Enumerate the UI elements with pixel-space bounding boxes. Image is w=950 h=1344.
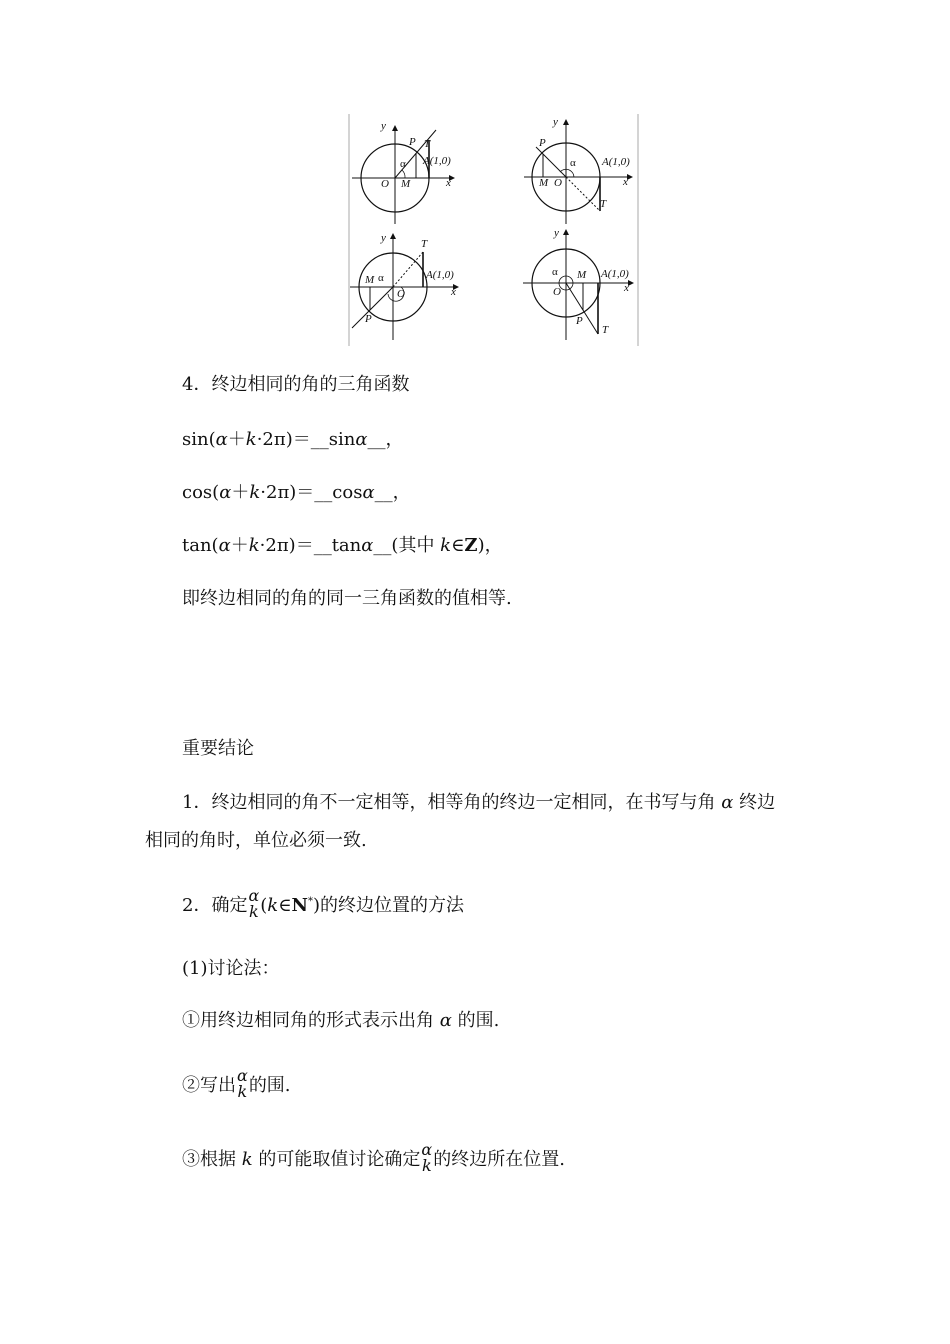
origin-label: O <box>553 286 561 298</box>
point-p-label: P <box>365 313 372 325</box>
x-axis-label: x <box>624 282 629 294</box>
point-a-label: A(1,0) <box>601 268 629 280</box>
point-p-label: P <box>539 137 546 149</box>
item-1-line-1: 1．终边相同的角不一定相等，相等角的终边一定相同，在书写与角 α 终边 <box>182 792 776 813</box>
alpha-label: α <box>552 266 558 278</box>
origin-label: O <box>397 288 405 300</box>
x-axis-label: x <box>623 176 628 188</box>
alpha-over-k-fraction: α k <box>421 1140 433 1175</box>
alpha-label: α <box>570 157 576 169</box>
section-4-conclusion: 即终边相同的角的同一三角函数的值相等. <box>182 588 512 609</box>
x-axis-label: x <box>451 286 456 298</box>
panel-quadrant-4 <box>523 227 633 340</box>
point-p-label: P <box>576 315 583 327</box>
alpha-over-k-fraction: α k <box>248 886 260 921</box>
x-axis-label: x <box>446 177 451 189</box>
unit-circle-figure <box>348 112 640 348</box>
sin-identity: sin(α＋k·2π)＝__sinα__， <box>182 429 404 450</box>
point-t-label: T <box>602 324 609 336</box>
section-4-heading: 4．终边相同的角的三角函数 <box>182 374 410 395</box>
important-title: 重要结论 <box>182 738 254 759</box>
point-a-label: A(1,0) <box>423 155 451 167</box>
y-axis-label: y <box>554 227 559 239</box>
panel-quadrant-2 <box>524 116 632 224</box>
step-3: ③根据 k 的可能取值讨论确定 α k 的终边所在位置. <box>182 1140 565 1175</box>
panel-quadrant-3 <box>350 232 458 340</box>
step-1: ①用终边相同角的形式表示出角 α 的围. <box>182 1010 500 1031</box>
alpha-label: α <box>400 158 406 170</box>
alpha-over-k-fraction: α k <box>237 1066 248 1101</box>
origin-label: O <box>554 177 562 189</box>
point-m-label: M <box>577 269 587 281</box>
y-axis-label: y <box>381 120 386 132</box>
point-p-label: P <box>409 136 416 148</box>
point-a-label: A(1,0) <box>602 156 630 168</box>
tan-identity: tan(α＋k·2π)＝__tanα__(其中 k∈Z)， <box>182 535 503 556</box>
cos-identity: cos(α＋k·2π)＝__cosα__， <box>182 482 411 503</box>
item-2-heading: 2．确定 α k (k∈N*)的终边位置的方法 <box>182 886 465 921</box>
point-t-label: T <box>421 238 428 250</box>
point-m-label: M <box>401 178 411 190</box>
panel-quadrant-1 <box>352 120 454 224</box>
step-2: ②写出 α k 的围. <box>182 1066 291 1101</box>
point-a-label: A(1,0) <box>426 269 454 281</box>
point-t-label: T <box>600 198 607 210</box>
point-t-label: T <box>424 138 431 150</box>
origin-label: O <box>381 178 389 190</box>
item-1-line-2: 相同的角时，单位必须一致. <box>145 830 367 851</box>
y-axis-label: y <box>381 232 386 244</box>
point-m-label: M <box>365 274 375 286</box>
point-m-label: M <box>539 177 549 189</box>
discussion-method: (1)讨论法： <box>182 958 280 979</box>
alpha-label: α <box>378 272 384 284</box>
y-axis-label: y <box>553 116 558 128</box>
